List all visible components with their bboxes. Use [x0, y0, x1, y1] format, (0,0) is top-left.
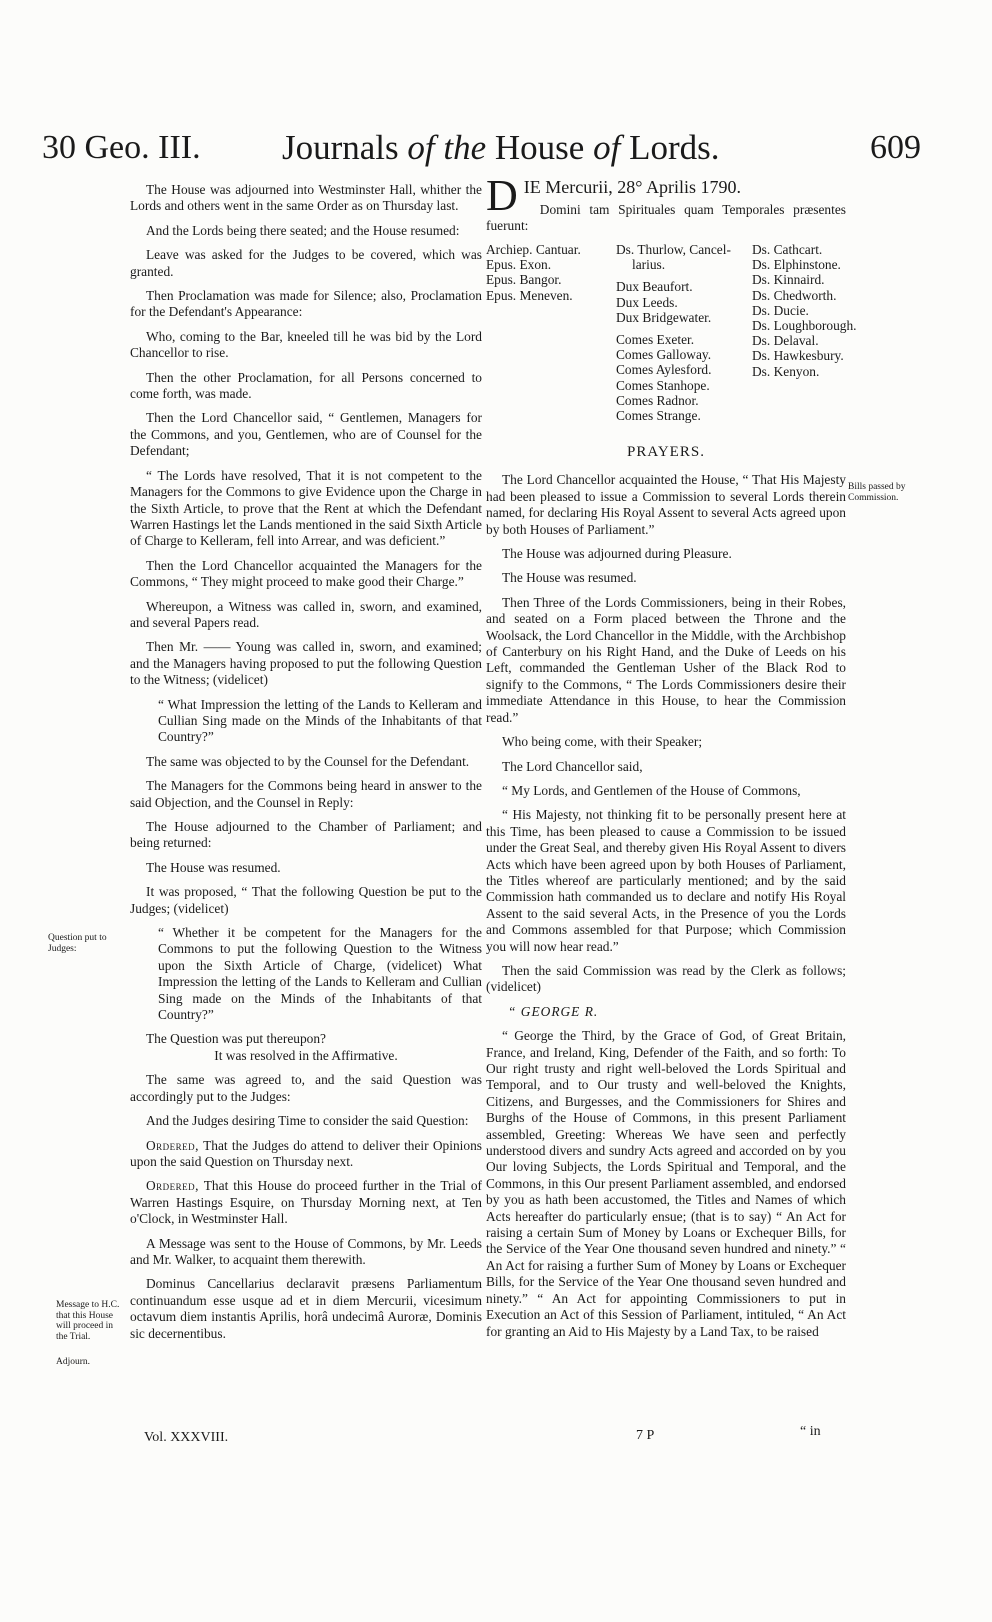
members-present: [486, 242, 857, 430]
right-column: [486, 171, 857, 1348]
title-journals: Journals: [282, 128, 399, 167]
paragraph: Then Mr. —— Young was called in, sworn, and examined; and the Managers having proposed to put the following Question to the Witness; (videlicet): [130, 639, 482, 688]
member: Ds. Delaval.: [752, 333, 819, 349]
member: Comes Aylesford.: [616, 362, 712, 378]
spacer: [616, 325, 731, 332]
prayers-heading: PRAYERS.: [627, 444, 705, 460]
paragraph: The same was agreed to, and the said Question was accordingly put to the Judges:: [130, 1072, 482, 1104]
paragraph: “ My Lords, and Gentlemen of the House of Commons,: [502, 782, 801, 798]
paragraph: The Managers for the Commons being heard in answer to the said Objection, and the Counsel in Reply:: [130, 778, 482, 810]
member: Ds. Cathcart.: [752, 242, 823, 257]
member: Dux Leeds.: [616, 294, 678, 310]
member: Ds. Loughborough.: [752, 318, 857, 334]
left-column: [130, 182, 482, 1350]
spacer: [616, 272, 731, 279]
paragraph: The same was objected to by the Counsel for the Defendant.: [146, 753, 470, 769]
member: Ds. Kenyon.: [752, 363, 820, 379]
paragraph: Who being come, with their Speaker;: [502, 734, 703, 750]
paragraph: A Message was sent to the House of Commons, by Mr. Leeds and Mr. Walker, to acquaint them therewith.: [130, 1235, 482, 1267]
paragraph: Then Proclamation was made for Silence; also, Proclamation for the Defendant's Appearance:: [130, 288, 482, 320]
quoted-question: “ What Impression the letting of the Lands to Kelleram and Cullian Sing made on the Minds of the Inhabitants of that Country?”: [158, 696, 482, 745]
member: Epus. Exon.: [486, 257, 552, 273]
member: Ds. Ducie.: [752, 302, 809, 318]
paragraph: Then the Lord Chancellor acquainted the Managers for the Commons, “ They might proceed to make good their Charge.”: [130, 557, 482, 590]
paragraph: The House was resumed.: [146, 859, 281, 875]
member: Ds. Elphinstone.: [752, 257, 841, 273]
margin-note-question: Question put to Judges:: [48, 933, 107, 954]
margin-note-message: Message to H.C. that this House will proceed in the Trial.: [56, 1300, 120, 1342]
paragraph: Then the Lord Chancellor said, “ Gentlemen, Managers for the Commons, and you, Gentlemen, who are of Counsel for the Defendant;: [130, 410, 482, 459]
royal-signature: “ GEORGE R.: [508, 1003, 599, 1019]
member: Ds. Thurlow, Cancel-: [616, 242, 731, 257]
members-column-1: [486, 242, 581, 303]
page-number: 609: [870, 129, 921, 166]
member: Archiep. Cantuar.: [486, 242, 581, 257]
drop-initial: D: [486, 171, 518, 220]
paragraph: And the Lords being there seated; and the House resumed:: [146, 222, 460, 238]
member: Ds. Hawkesbury.: [752, 348, 844, 364]
order-text: That the Judges do attend to deliver their Opinions upon the said Question on Thursday next.: [130, 1137, 482, 1169]
members-column-3: [752, 242, 857, 379]
regnal-year: 30 Geo. III.: [42, 129, 201, 166]
signature-mark: 7 P: [636, 1428, 655, 1443]
member: Comes Radnor.: [616, 392, 699, 408]
paragraph: Then the other Proclamation, for all Persons concerned to come forth, was made.: [130, 369, 482, 402]
paragraph: “ The Lords have resolved, That it is not competent to the Managers for the Commons to give Evidence upon the Charge in the Sixth Article, to prove that the Rent at which the Defendant Warren Hastings let the Lands mentioned in the said Sixth Article of Charge to Kelleram, fell into Arrear, and was deficient.”: [130, 467, 482, 549]
resolution: It was resolved in the Affirmative.: [214, 1047, 398, 1063]
member: Comes Strange.: [616, 408, 701, 424]
member: larius.: [632, 257, 666, 273]
catchword: “ in: [800, 1424, 821, 1439]
paragraph: “ His Majesty, not thinking fit to be personally present here at this Time, has been pleased to cause a Commission to be issued under the Great Seal, and thereby given His Royal Assent to divers Acts which have been agreed upon by both Houses of Parliament, the Titles whereof are particularly mentioned; and by the said Commission hath commanded us to declare and notify His Royal Assent to the said several Acts, in the Presence of you the Lords and Commons assembled for that Purpose; which Commission you will now hear read.”: [486, 807, 846, 954]
member: Comes Galloway.: [616, 347, 712, 363]
paragraph: The Lord Chancellor acquainted the House, “ That His Majesty had been pleased to issue a Commission to several Lords therein named, for declaring His Royal Assent to several Acts agreed upon by both Houses of Parliament.”: [486, 472, 846, 537]
presentes-line: Domini tam Spirituales quam Temporales præsentes fuerunt:: [486, 202, 846, 233]
member: Comes Stanhope.: [616, 377, 710, 393]
title-the: the: [443, 128, 487, 167]
order-paragraph: [130, 1178, 482, 1227]
member: Epus. Bangor.: [486, 272, 562, 288]
member: Epus. Meneven.: [486, 287, 573, 303]
title-house: House: [494, 128, 585, 167]
paragraph: Whereupon, a Witness was called in, sworn, and examined, and several Papers read.: [130, 598, 482, 630]
margin-note-bills: Bills passed by Commission.: [848, 482, 906, 503]
title-lords: Lords.: [629, 128, 720, 167]
volume-footer: Vol. XXXVIII.: [144, 1430, 229, 1445]
paragraph: Then the said Commission was read by the Clerk as follows; (videlicet): [486, 962, 846, 995]
member: Dux Beaufort.: [616, 279, 693, 295]
paragraph: Then Three of the Lords Commissioners, being in their Robes, and seated on a Form placed between the Throne and the Woolsack, the Lord Chancellor in the Middle, with the Archbishop of Canterbury on his Right Hand, and the Duke of Leeds on his Left, commanded the Gentleman Usher of the Black Rod to signify to the Commons, “ The Lords Commissioners desire their immediate Attendance in this House, to hear the Commission read.”: [486, 594, 846, 725]
title-of: of: [407, 128, 435, 167]
paragraph: Leave was asked for the Judges to be covered, which was granted.: [130, 247, 482, 279]
date-text: IE Mercurii, 28° Aprilis 1790.: [523, 177, 741, 197]
journal-title: [282, 128, 719, 168]
quoted-question: “ Whether it be competent for the Managers for the Commons to put the following Question to the Witness upon the Sixth Article of Charge, (videlicet) What Impression the letting of the Lands to Kelleram and Cullian Sing made on the Minds of the Inhabitants of that Country?”: [158, 925, 482, 1023]
paragraph: The House adjourned to the Chamber of Parliament; and being returned:: [130, 819, 482, 851]
ordered-label: Ordered,: [146, 1178, 200, 1194]
paragraph: The House was adjourned into Westminster Hall, whither the Lords and others went in the same Order as on Thursday last.: [130, 182, 482, 214]
order-text: That this House do proceed further in the Trial of Warren Hastings Esquire, on Thursday Morning next, at Ten o'Clock, in Westminster Hall.: [130, 1178, 482, 1227]
order-paragraph: [130, 1138, 482, 1171]
members-column-2: [616, 242, 731, 423]
ordered-label: Ordered,: [146, 1137, 200, 1153]
paragraph: Dominus Cancellarius declaravit præsens Parliamentum continuandum esse usque ad et in diem Mercurii, vicesimum octavum diem instantis Aprilis, horâ undecimâ Auroræ, Dominis sic decernentibus.: [130, 1276, 482, 1341]
member: Ds. Kinnaird.: [752, 272, 825, 288]
paragraph: The Question was put thereupon?: [146, 1031, 326, 1047]
title-of-2: of: [593, 128, 621, 167]
member: Ds. Chedworth.: [752, 287, 837, 303]
paragraph: The House was adjourned during Pleasure.: [502, 546, 732, 562]
member: Dux Bridgewater.: [616, 309, 712, 325]
commission-text: “ George the Third, by the Grace of God, of Great Britain, France, and Ireland, King, Defender of the Faith, and so forth: To Our right trusty and right well-beloved the Lords Spiritual and Temporal, and to Our trusty and well-beloved the Knights, Citizens, and Burgesses, and the Commissioners for Shires and Burghs of the House of Commons, in this present Parliament assembled, Greeting: Whereas We have seen and perfectly understood divers and sundry Acts agreed and accorded on by you Our loving Subjects, the Lords Spiritual and Temporal, and the Commons, in this Our present Parliament assembled, and endorsed by you as hath been accustomed, the Titles and Names of which Acts hereafter do particularly ensue; (that is to say) “ An Act for raising a certain Sum of Money by Loans or Exchequer Bills, for the Service of the Year One thousand seven hundred and ninety.” “ An Act for raising a further Sum of Money by Loans or Exchequer Bills, for the Service of the Year One thousand seven hundred and ninety.” “ An Act for appointing Commissioners to put in Execution an Act of this Session of Parliament, intituled, “ An Act for granting an Aid to His Majesty by a Land Tax, to be raised: [486, 1028, 846, 1339]
paragraph: It was proposed, “ That the following Question be put to the Judges; (videlicet): [130, 884, 482, 916]
paragraph: The Lord Chancellor said,: [502, 758, 643, 774]
member: Comes Exeter.: [616, 332, 695, 348]
paragraph: And the Judges desiring Time to consider the said Question:: [146, 1113, 469, 1129]
paragraph: Who, coming to the Bar, kneeled till he was bid by the Lord Chancellor to rise.: [130, 328, 482, 361]
margin-note-adjourn: Adjourn.: [56, 1357, 91, 1367]
paragraph: The House was resumed.: [502, 570, 637, 586]
